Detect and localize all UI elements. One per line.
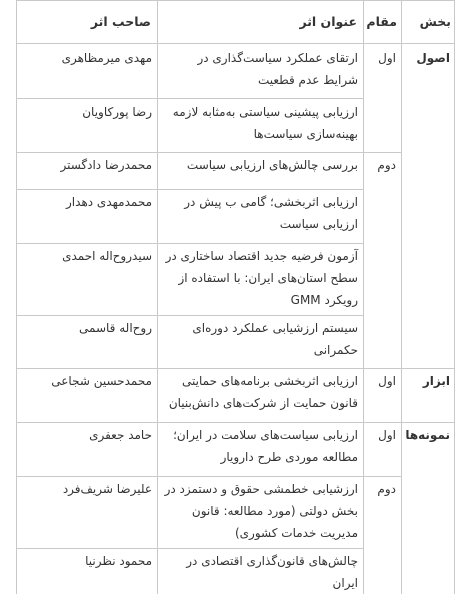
- title-cell: ارزشیابی خطمشی حقوق و دستمزد در بخش دولتی (مورد مطالعه: قانون مدیریت خدمات کشوری): [164, 482, 358, 540]
- title-cell: ارزیابی اثربخشی؛ گامی ب پیش در ارزیابی سیاست: [184, 195, 358, 231]
- row-divider: [16, 152, 402, 153]
- title-cell: سیستم ارزشیابی عملکرد دوره‌ای حکمرانی: [192, 321, 358, 357]
- section-cell: نمونه‌ها: [405, 428, 450, 442]
- row-divider: [16, 368, 455, 369]
- title-cell: آزمون فرضیه جدید اقتصاد ساختاری در سطح استان‌های ایران: با استفاده از رویکرد GMM: [165, 249, 358, 307]
- author-cell: مهدی میرمظاهری: [61, 51, 152, 65]
- row-divider: [16, 98, 364, 99]
- author-cell: حامد جعفری: [89, 428, 152, 442]
- title-cell: چالش‌های قانون‌گذاری اقتصادی در ایران: [186, 554, 358, 590]
- column-divider: [363, 0, 364, 594]
- section-cell: اصول: [416, 51, 450, 65]
- title-cell: بررسی چالش‌های ارزیابی سیاست: [186, 158, 358, 172]
- row-divider: [16, 0, 455, 1]
- column-divider: [16, 0, 17, 594]
- header-section: بخش: [419, 14, 451, 29]
- header-title: عنوان اثر: [299, 14, 357, 29]
- row-divider: [16, 43, 455, 44]
- title-cell: ارزیابی سیاست‌های سلامت در ایران؛ مطالعه موردی طرح دارویار: [173, 428, 358, 464]
- author-cell: محمدمهدی دهدار: [66, 195, 152, 209]
- rank-cell: اول: [378, 51, 396, 65]
- title-cell: ارزیابی پیشینی سیاستی به‌مثابه لازمه بهینه‌سازی سیاست‌ها: [172, 105, 358, 141]
- row-divider: [16, 548, 364, 549]
- author-cell: رضا پورکاویان: [82, 105, 152, 119]
- row-divider: [16, 315, 364, 316]
- header-author: صاحب اثر: [90, 14, 151, 29]
- header-rank: مقام: [366, 14, 397, 29]
- row-divider: [16, 476, 402, 477]
- author-cell: علیرضا شریف‌فرد: [62, 482, 152, 496]
- column-divider: [401, 0, 402, 594]
- row-divider: [16, 422, 455, 423]
- author-cell: محمدحسین شجاعی: [51, 374, 152, 388]
- row-divider: [16, 243, 364, 244]
- author-cell: محمدرضا دادگستر: [60, 158, 152, 172]
- author-cell: روح‌اله قاسمی: [79, 321, 152, 335]
- rank-cell: دوم: [377, 158, 396, 172]
- row-divider: [16, 189, 364, 190]
- rank-cell: دوم: [377, 482, 396, 496]
- column-divider: [157, 0, 158, 594]
- rank-cell: اول: [378, 374, 396, 388]
- title-cell: ارزیابی اثربخشی برنامه‌های حمایتی قانون حمایت از شرکت‌های دانش‌بنیان: [168, 374, 358, 410]
- author-cell: سیدروح‌اله احمدی: [62, 249, 152, 263]
- section-cell: ابزار: [422, 374, 450, 388]
- title-cell: ارتقای عملکرد سیاست‌گذاری در شرایط عدم قطعیت: [197, 51, 358, 87]
- author-cell: محمود نظرنیا: [85, 554, 152, 568]
- rank-cell: اول: [378, 428, 396, 442]
